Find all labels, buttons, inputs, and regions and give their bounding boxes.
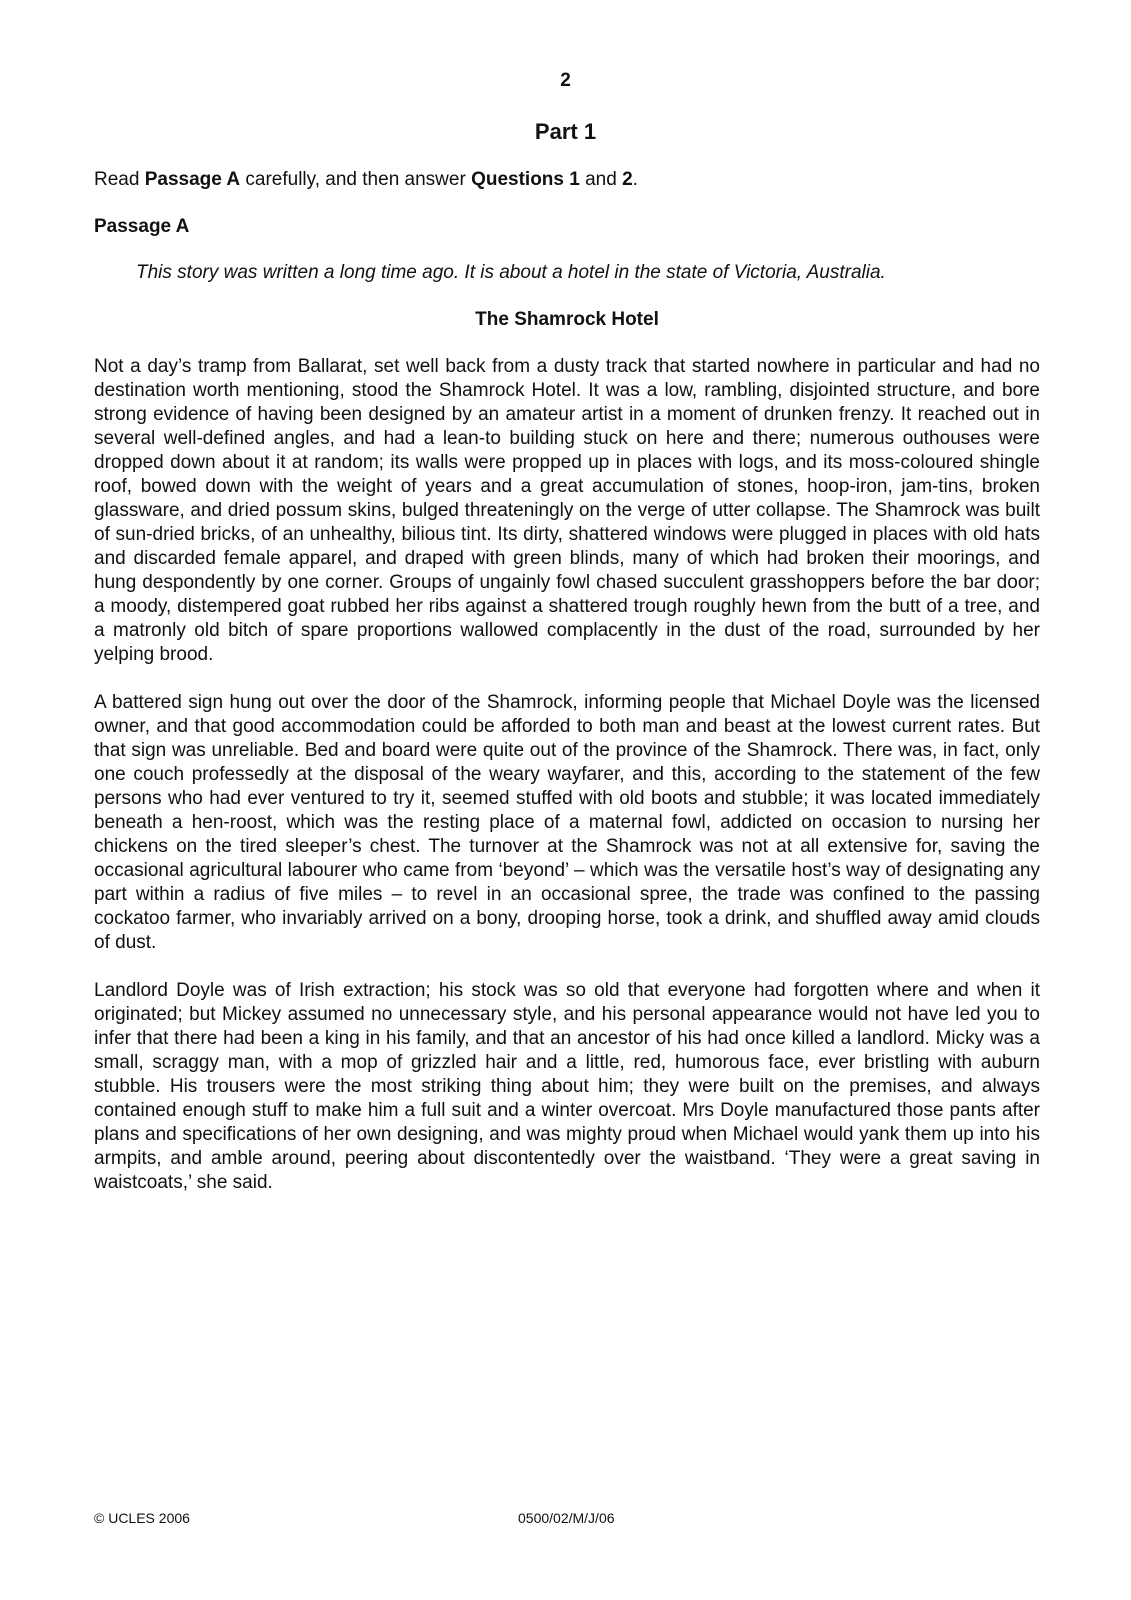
footer-code: 0500/02/M/J/06: [518, 1510, 615, 1526]
exam-content: [94, 168, 1040, 1219]
instruction-pre: Read: [94, 169, 145, 190]
paragraph-1: Not a day’s tramp from Ballarat, set well back from a dusty track that started nowhere in particular and had no destination worth mentioning, stood the Shamrock Hotel. It was a low, rambling, disjointed structure, and bore strong evidence of having been designed by an amateur artist in a moment of drunken frenzy. It reached out in several well-defined angles, and had a lean-to building stuck on here and there; numerous outhouses were dropped down about it at random; its walls were propped up in places with logs, and its moss-coloured shingle roof, bowed down with the weight of years and a great accumulation of stones, hoop-iron, jam-tins, broken glassware, and dried possum skins, bulged threateningly on the verge of utter collapse. The Shamrock was built of sun-dried bricks, of an unhealthy, bilious tint. Its dirty, shattered windows were plugged in places with old hats and discarded female apparel, and draped with green blinds, many of which had broken their moorings, and hung despondently by one corner. Groups of ungainly fowl chased succulent grasshoppers before the bar door; a moody, distempered goat rubbed her ribs against a shattered trough roughly hewn from the butt of a tree, and a matronly old bitch of spare proportions wallowed complacently in the dust of the road, surrounded by her yelping brood.: [94, 356, 1040, 665]
story-title: The Shamrock Hotel: [475, 309, 659, 330]
instruction-passage: Passage A: [144, 169, 241, 190]
instruction: [94, 168, 1040, 192]
page-number: 2: [560, 70, 571, 91]
instruction-end: .: [632, 169, 638, 190]
instruction-q2: 2: [622, 169, 633, 190]
passage-intro: This story was written a long time ago. It is about a hotel in the state of Victoria, Australia.: [136, 262, 886, 283]
instruction-and: and: [579, 169, 623, 190]
paragraph-3: Landlord Doyle was of Irish extraction; his stock was so old that everyone had forgotten where and when it originated; but Mickey assumed no unnecessary style, and his personal appearance would not have led you to infer that there had been a king in his family, and that an ancestor of his had once killed a landlord. Micky was a small, scraggy man, with a mop of grizzled hair and a little, red, humorous face, ever bristling with auburn stubble. His trousers were the most striking thing about him; they were built on the premises, and always contained enough stuff to make him a full suit and a winter overcoat. Mrs Doyle manufactured those pants after plans and specifications of her own designing, and was mighty proud when Michael would yank them up into his armpits, and amble around, peering about discontentedly over the waistband. ‘They were a great saving in waistcoats,’ she said.: [94, 980, 1040, 1193]
instruction-questions: Questions 1: [471, 169, 580, 190]
part-title: Part 1: [534, 119, 597, 144]
passage-label: Passage A: [94, 216, 190, 237]
paragraph-2: A battered sign hung out over the door of the Shamrock, informing people that Michael Doyle was the licensed owner, and that good accommodation could be afforded to both man and beast at the lowest current rates. But that sign was unreliable. Bed and board were quite out of the province of the Shamrock. There was, in fact, only one couch professedly at the disposal of the weary wayfarer, and this, according to the statement of the few persons who had ever ventured to try it, seemed stuffed with old boots and stubble; it was located immediately beneath a hen-roost, which was the resting place of a maternal fowl, addicted on occasion to nursing her chickens on the tired sleeper’s chest. The turnover at the Shamrock was not at all extensive for, saving the occasional agricultural labourer who came from ‘beyond’ – which was the versatile host’s way of designating any part within a radius of five miles – to revel in an occasional spree, the trade was confined to the passing cockatoo farmer, who invariably arrived on a bony, drooping horse, took a drink, and shuffled away amid clouds of dust.: [94, 692, 1040, 953]
footer-copyright: © UCLES 2006: [94, 1510, 190, 1526]
instruction-mid: carefully, and then answer: [240, 169, 472, 190]
